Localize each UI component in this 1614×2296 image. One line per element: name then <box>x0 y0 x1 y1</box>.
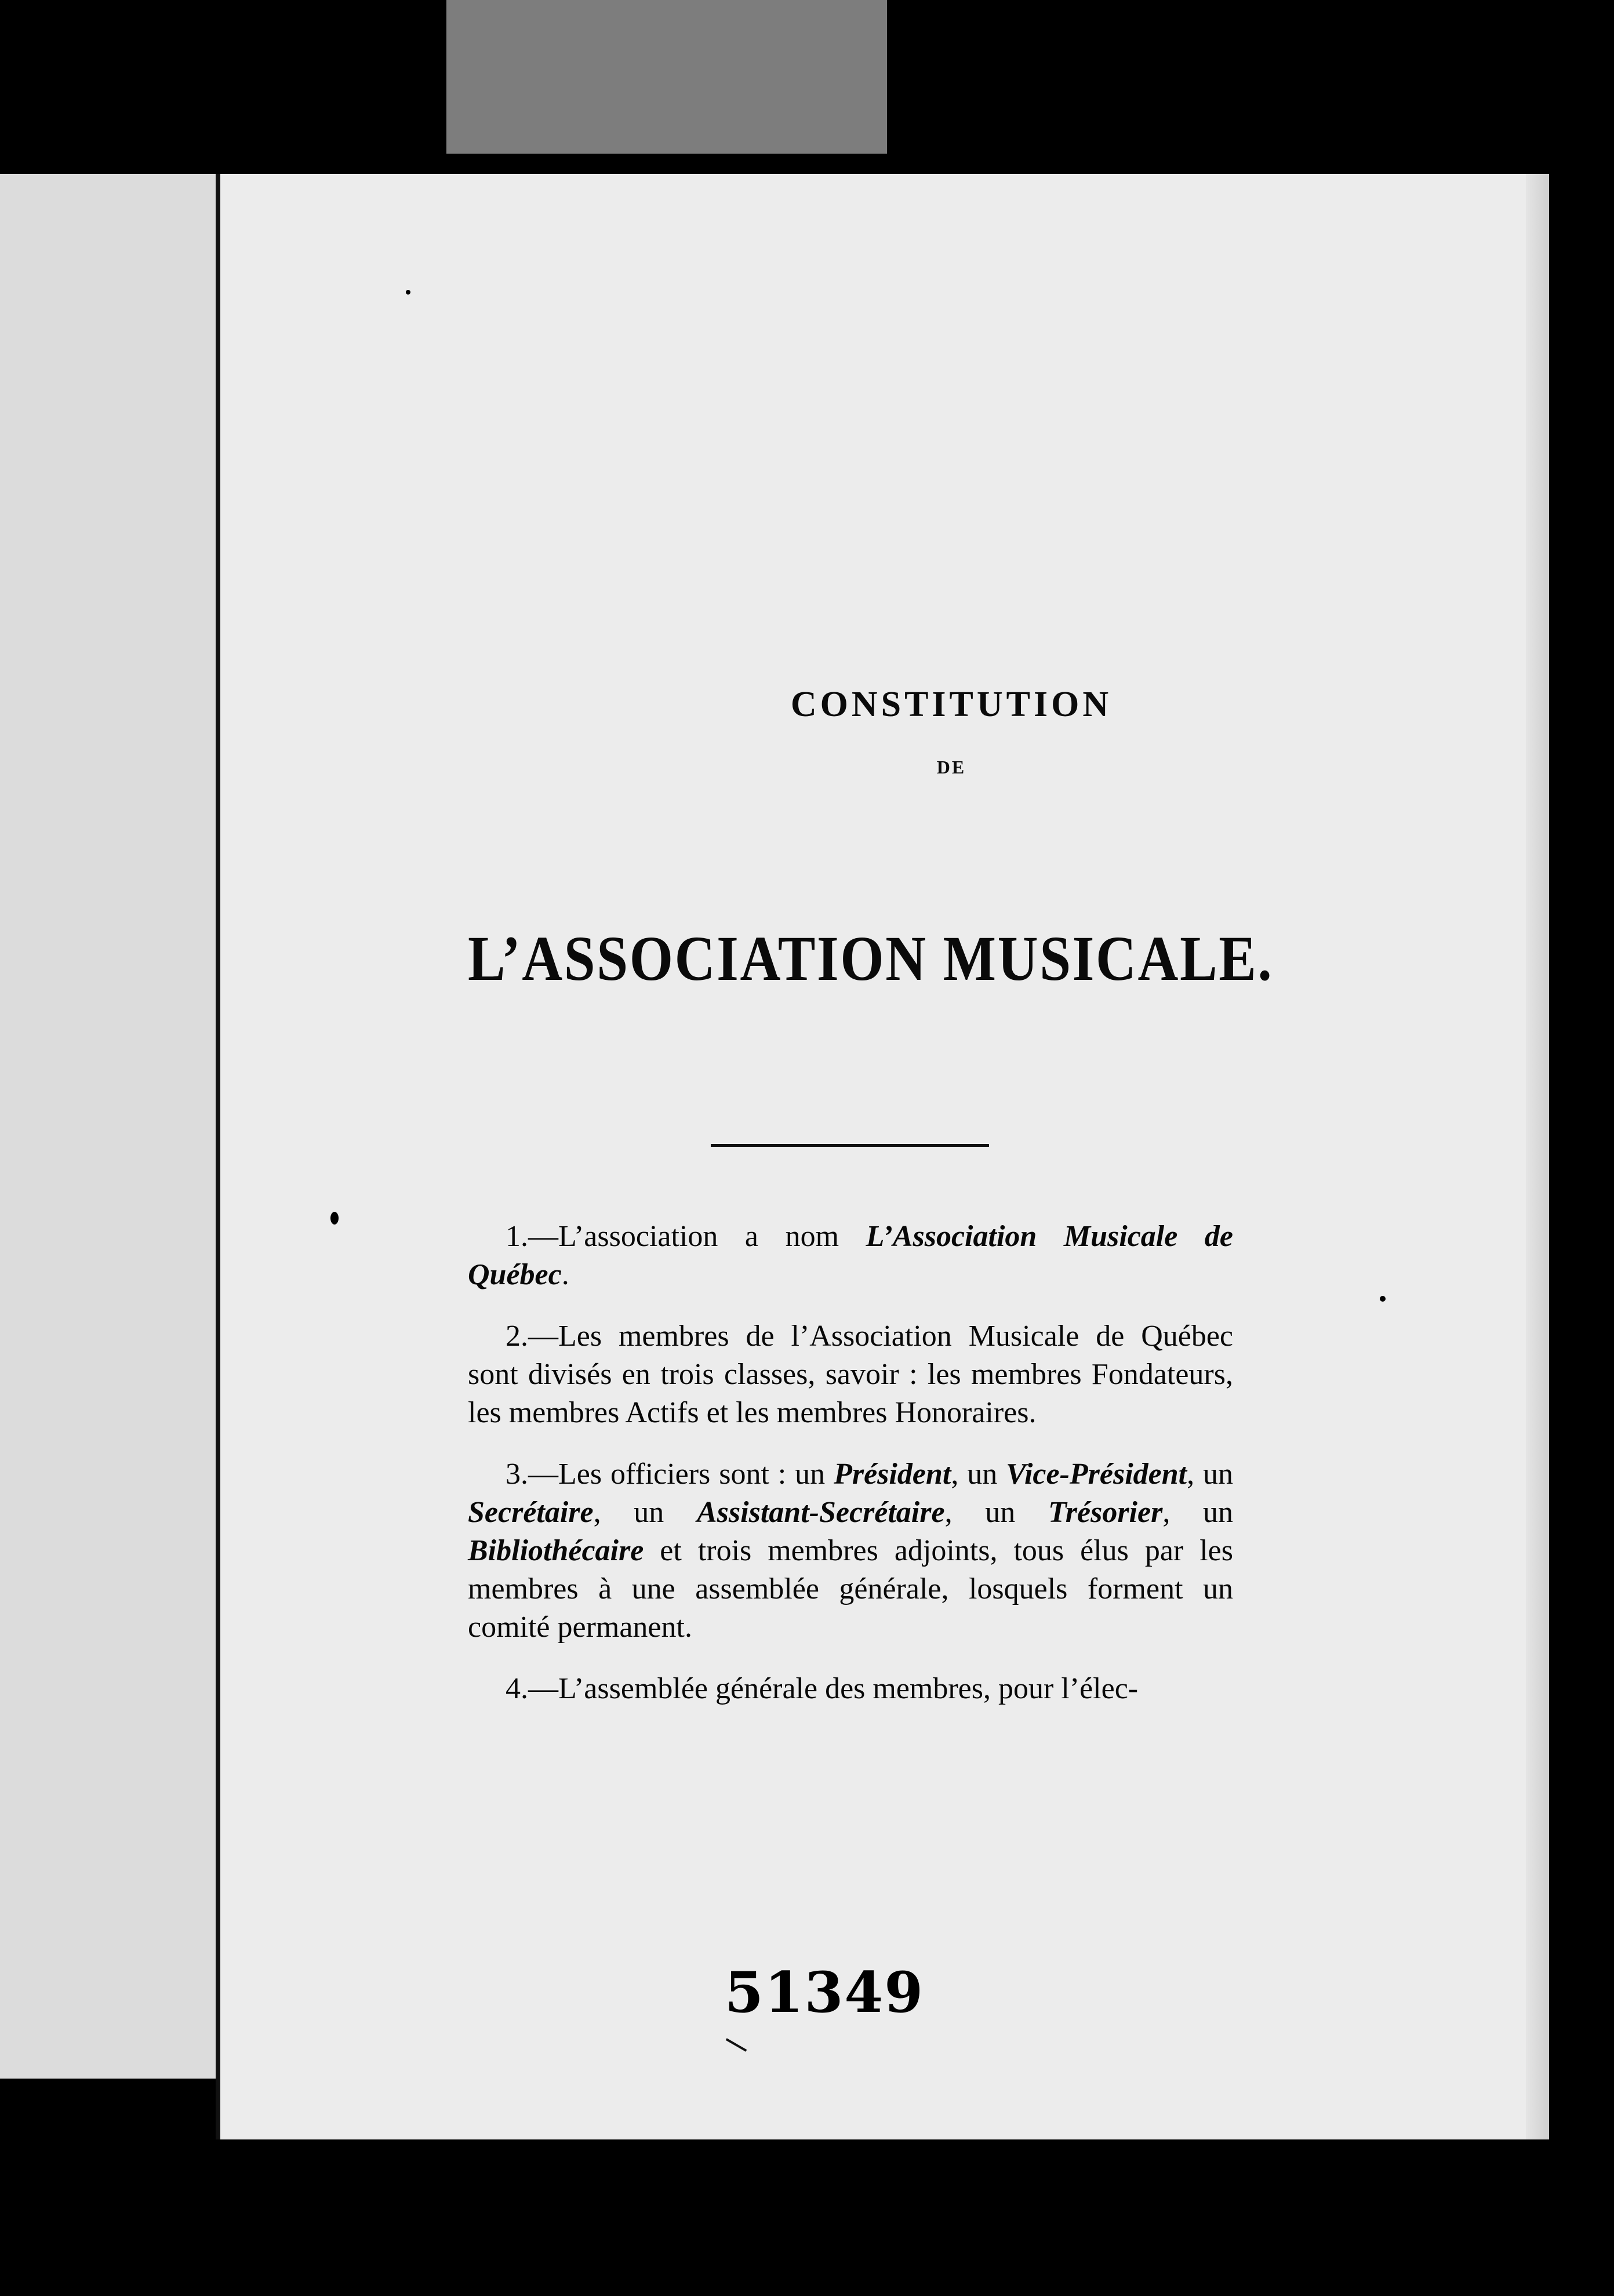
article-text: Les officiers sont : un <box>558 1458 834 1491</box>
article-paragraph <box>468 1455 1233 1647</box>
article-italic-text: Président <box>834 1458 951 1491</box>
article-italic-text: L’Association Musicale de Québec <box>468 1220 1233 1291</box>
article-text: . <box>561 1258 569 1291</box>
ink-speck <box>1380 1296 1386 1302</box>
article-number: 2.— <box>506 1320 558 1353</box>
heading-de: DE <box>936 757 966 778</box>
article-text: L’assemblée générale des membres, pour l’élec- <box>558 1672 1139 1705</box>
catalog-number: 51349 <box>725 1960 924 2025</box>
article-text: , un <box>1187 1458 1234 1491</box>
article-number: 3.— <box>506 1458 558 1491</box>
articles-body <box>468 1218 1233 1731</box>
heading-constitution: CONSTITUTION <box>790 685 1113 724</box>
article-text: , un <box>593 1496 697 1529</box>
article-text: , un <box>951 1458 1006 1491</box>
article-italic-text: Assistant-Secrétaire <box>696 1496 945 1529</box>
article-text: , un <box>944 1496 1048 1529</box>
article-number: 4.— <box>506 1672 558 1705</box>
article-italic-text: Vice-Président <box>1006 1458 1187 1491</box>
article-italic-text: Bibliothécaire <box>468 1534 644 1567</box>
ink-stroke <box>726 2038 747 2051</box>
article-italic-text: Trésorier <box>1048 1496 1163 1529</box>
article-text: et trois membres adjoints, tous élus par les membres à une assemblée générale, losquels forment un comité permanent. <box>468 1534 1233 1644</box>
ink-speck <box>406 290 410 295</box>
document-page <box>216 174 1549 2139</box>
article-text: , un <box>1162 1496 1234 1529</box>
article-italic-text: Secrétaire <box>468 1496 594 1529</box>
ink-speck <box>330 1212 339 1225</box>
article-paragraph <box>468 1218 1233 1294</box>
article-text: L’association a nom <box>558 1220 866 1253</box>
divider-rule <box>711 1144 989 1147</box>
article-number: 1.— <box>506 1220 558 1253</box>
article-text: Les membres de l’Association Musicale de Québec sont divisés en trois classes, savoir : les membres Fondateurs, les membres Actifs et les membres Honoraires. <box>468 1320 1233 1429</box>
article-paragraph <box>468 1317 1233 1432</box>
left-page <box>0 174 216 2079</box>
article-paragraph <box>468 1670 1233 1708</box>
top-tab <box>446 0 887 154</box>
page-edge <box>1526 174 1549 2139</box>
heading-main: L’ASSOCIATION MUSICALE. <box>468 923 1274 994</box>
